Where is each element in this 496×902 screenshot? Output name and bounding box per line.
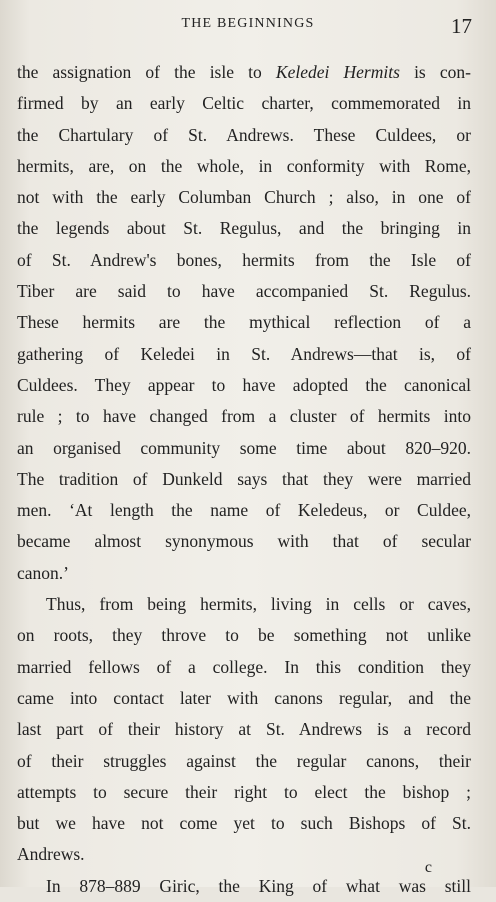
text-line: attempts to secure their right to elect the bishop ;	[17, 781, 471, 802]
text-line: These hermits are the mythical reflection of a	[17, 312, 471, 333]
text-line: married fellows of a college. In this condition they	[17, 656, 471, 677]
text-line: rule ; to have changed from a cluster of hermits into	[17, 406, 471, 427]
text-line: an organised community some time about 820–920.	[17, 437, 471, 458]
text-line: not with the early Columban Church ; also, in one of	[17, 187, 471, 208]
text-segment: is con-	[399, 62, 471, 82]
text-line: of their struggles against the regular canons, their	[17, 750, 471, 771]
text-line: the legends about St. Regulus, and the bringing in	[17, 218, 471, 239]
text-line: The tradition of Dunkeld says that they were married	[17, 468, 471, 489]
text-line: gathering of Keledei in St. Andrews—that is, of	[17, 343, 471, 364]
text-line: Tiber are said to have accompanied St. Regulus.	[17, 281, 471, 302]
text-line: came into contact later with canons regular, and the	[17, 687, 471, 708]
text-line: firmed by an early Celtic charter, commemorated in	[17, 93, 471, 114]
text-line: last part of their history at St. Andrews is a record	[17, 719, 471, 740]
text-line: became almost synonymous with that of secular	[17, 531, 471, 552]
text-line: Andrews.	[17, 844, 85, 865]
text-line: but we have not come yet to such Bishops of St.	[17, 813, 471, 834]
signature-mark: c	[424, 859, 432, 876]
page-number: 17	[451, 14, 472, 38]
running-head	[0, 14, 496, 42]
text-line: men. ‘At length the name of Keledeus, or Culdee,	[17, 500, 471, 521]
italic-text: Keledei Hermits	[275, 62, 400, 82]
text-line	[17, 57, 471, 88]
text-line: the Chartulary of St. Andrews. These Culdees, or	[17, 124, 471, 145]
text-line: Thus, from being hermits, living in cells or caves,	[46, 594, 471, 615]
running-title: THE BEGINNINGS	[181, 16, 315, 31]
text-line: canon.’	[17, 562, 69, 583]
text-line: of St. Andrew's bones, hermits from the Isle of	[17, 249, 471, 270]
text-line: In 878–889 Giric, the King of what was still	[46, 875, 471, 896]
body-text	[17, 57, 471, 902]
text-segment: the assignation of the isle to	[17, 62, 276, 82]
text-line: Culdees. They appear to have adopted the canonical	[17, 374, 471, 395]
text-line: hermits, are, on the whole, in conformity with Rome,	[17, 155, 471, 176]
text-line: on roots, they throve to be something not unlike	[17, 625, 471, 646]
